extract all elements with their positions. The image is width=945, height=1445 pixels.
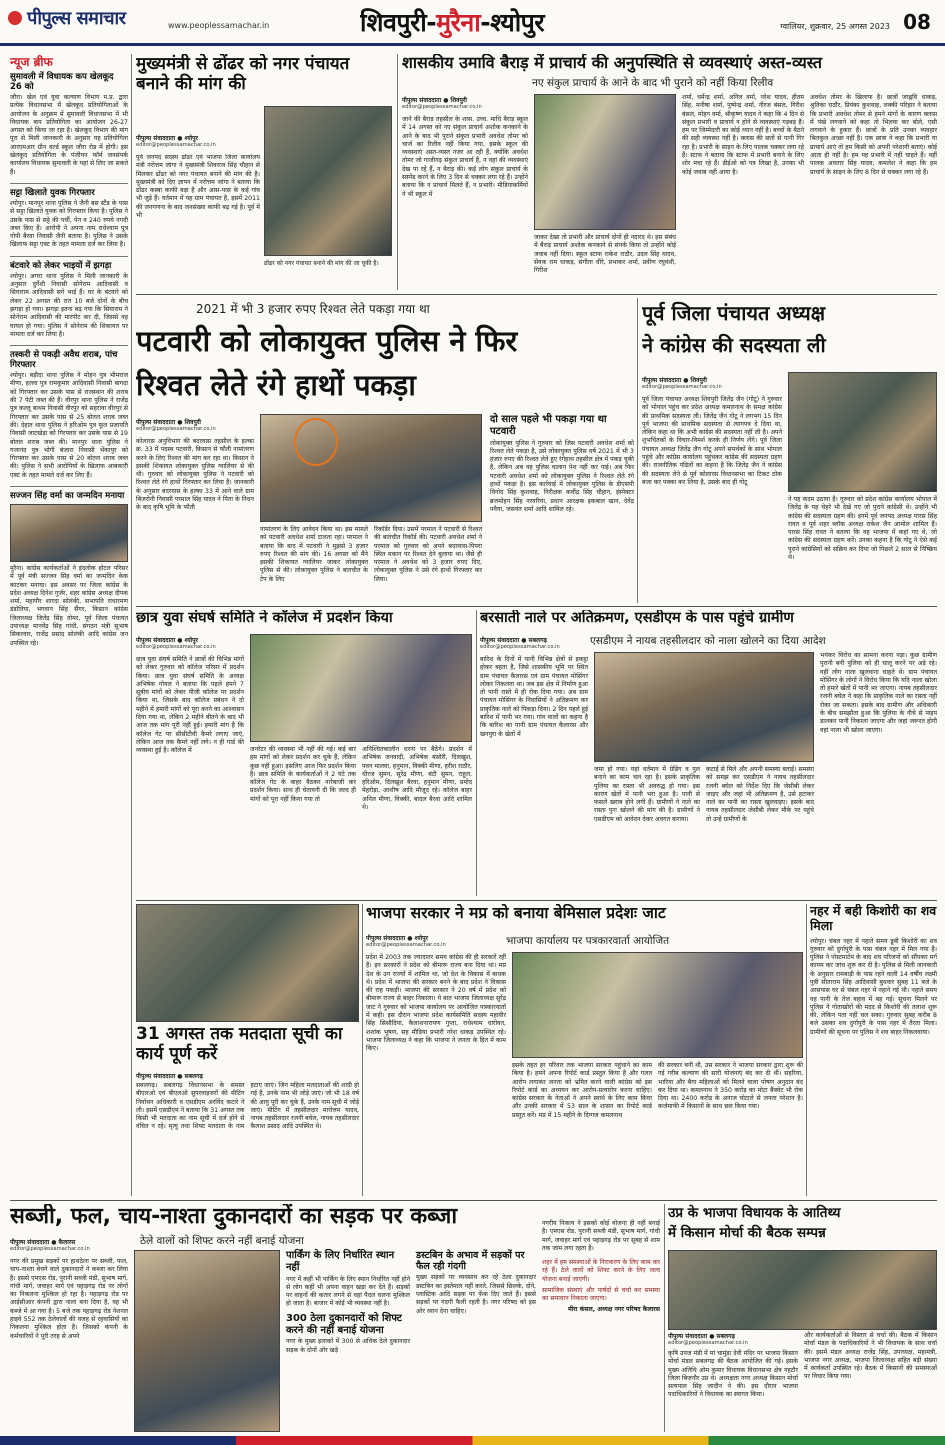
quote-box xyxy=(542,1259,660,1314)
byline-email: editor@peoplessamachar.co.in xyxy=(136,644,216,650)
byline-email: editor@peoplessamachar.co.in xyxy=(642,384,722,390)
byline xyxy=(136,418,254,432)
story-bairad xyxy=(402,54,937,290)
story-side-box xyxy=(490,414,634,602)
brief-item xyxy=(10,256,128,339)
story-body-col3: कटाई से मिले और अपनी समस्या बताई। समस्या को समझ कर एसडीएम ने नायब तहसीलदार रजनी बघेल को निर्देश दिए कि जेसीबी लेकर जाइए और जहां भी अतिक्रमण है, उसे हटाकर नाले का पानी का रास्ता खुलवाइए। इसके बाद नायब तहसीलदार जेसीबी लेकर मौके पर पहुंचे तो उन्हें ग्रामीणों के xyxy=(706,766,814,823)
story-body: पूर्व जनपद सदस्य ढोंढर एवं भाजपा जिला कार्यालय मंत्री नरोत्तम जांगा ने मुख्यमंत्री शिवराज सिंह चौहान से मिलकर ढोंढर को नगर पंचायत बनाने की मांग की है। मुख्यमंत्री को दिए ज्ञापन में नरोत्तम जांगा ने बताया कि ढोंढर कस्बा काफी बड़ा है और आस-पास के कई गांव भी जुड़े हैं। वर्तमान में यह ग्राम पंचायत है, इसमें 2011 की जनगणना के बाद जनसंख्या काफी बढ़ गई है। पूर्व में भी xyxy=(136,154,260,220)
story-headline: बरसाती नाले पर अतिक्रमण, एसडीएम के पास पहुंचे ग्रामीण xyxy=(480,610,794,626)
story-headline: छात्र युवा संघर्ष समिति ने कॉलेज में प्रदर्शन किया xyxy=(136,610,393,626)
info-box-head: डस्टबिन के अभाव में सड़कों पर फैल रही गंदगी xyxy=(416,1250,525,1273)
brief-headline: सज्जन सिंह वर्मा का जन्मदिन मनाया xyxy=(10,490,125,501)
byline-text: पीपुल्स संवाददाता ● शिवपुरी xyxy=(136,419,201,426)
story-photo xyxy=(264,106,392,256)
brief-headline: सट्टा खिलाते युवक गिरफ्तार xyxy=(10,187,95,198)
story-body-col1: प्रदेश में 2003 तक ज्यादातर समय कांग्रेस की ही सरकारें रहीं हैं। इन सरकारों ने प्रदेश को बीमारू राज्य बना दिया था। मप्र देश के उन राज्यों में शामिल था, जो देश के विकास में बाधक थे। प्रदेश में भाजपा की सरकार बनने के बाद प्रदेश ने विकास की राह पकड़ी। भाजपा की सरकार ने 20 वर्ष में प्रदेश को बीमारू राज्य से बाहर निकाला। ये बात भाजपा जिलाध्यक्ष सुरेंद्र जाट ने गुरुवार को भाजपा कार्यालय पर आयोजित पत्रकारवार्ता में कही। इस दौरान भाजपा प्रदेश कार्यसमिति सदस्य महावीर सिंह सिसौदिया, कैलाशनारायण गुप्ता, राधेश्याम धारोवत, शशांक भूषण, सह मीडिया प्रभारी नरेश धाकड़ उपस्थित रहे। भाजपा जिलाध्यक्ष ने कहा कि भाजपा ने जनता के हित में काम किए। xyxy=(366,954,506,1053)
story-headline: सब्जी, फल, चाय-नाश्ता दुकानदारों का सड़क पर कब्जा xyxy=(10,1204,458,1229)
brief-headline: सुमावली में विधायक कप खेलकूद 26 को xyxy=(10,72,114,92)
story-body-col2: नामांतरण के लिए आवेदन किया था। इस मामले को पटवारी अवधेश शर्मा टालता रहा। परमाल ने बताया कि बाद में पटवारी ने मुझसे 3 हजार रुपए रिश्वत की मांग की। 16 अगस्त को मैंने इसकी शिकायत ग्वालियर जाकर लोकायुक्त पुलिस से की। लोकायुक्त पुलिस ने बातचीत के टेप के लिए xyxy=(260,526,368,583)
story-body-col1: बारिश के दिनों में पानी विभिन्न क्षेत्रों से इकट्ठा होकर बहता है, जिसे शासकीय भूमि पर स्थित ग्राम पंचायत कैलारस एवं ग्राम पंचायत मोसिंगर लोकर निकलता था। जब इस क्षेत्र में निर्माण हुआ तो पानी रास्ते में ही रोक दिया गया। अब ग्राम पंचायत मोसिंगर के निवासियों ने अतिक्रमण कर प्राकृतिक नाले को पिकड़ा दिया। 2 दिन पहले हुई बारिश में पानी भर गया। गांव वालों का कहना है कि बारिश का पानी ग्राम पंचायत कैलारस और खनपुरा के खेतों में xyxy=(480,656,588,738)
byline-email: editor@peoplessamachar.co.in xyxy=(10,1246,90,1252)
story-college xyxy=(136,610,472,896)
section-divider xyxy=(10,1200,937,1201)
story-body-col3: रिकॉर्डर दिया। उसमें परमाल ने पटवारी से रिश्वत की बातचीत रिकॉर्ड की। पटवारी अवधेश शर्मा ने परमाल को गुरुवार को अपने बदरवास-पिपरा स्थित मकान पर रिश्वत देने बुलाया था। जैसे ही परमाल ने अवधेश को 3 हजार रुपए दिए, लोकायुक्त पुलिस ने उसे रंगे हाथों गिरफ्तार कर लिया। xyxy=(374,526,482,583)
byline xyxy=(668,1332,798,1346)
info-box-body: नगर में कहीं भी पार्किंग के लिए स्थान निर्धारित नहीं होने से लोग कहीं भी अपना वाहन खड़ा कर देते हैं। सड़कों पर वाहनों की कतार लगने से वहां पैदल चलना मुश्किल हो जाता है। बाजार में कोई भी व्यवस्था नहीं है। xyxy=(286,1275,410,1308)
story-body-col2: जमा हो गया। यहां वर्तमान में ग्रेडिंग व पुल बनाने का काम चल रहा है। इसके प्राकृतिक पुलिया का रास्ता भी अवरुद्ध हो गया। इस कारण खेतों में पानी भरा हुआ है। पानी से फसलें खराब होने लगी हैं। ग्रामीणों ने नाले का रास्ता पुनः खोलने की मांग की है। ग्रामीणों ने एसडीएम को आवेदन देकर अवगत कराया। xyxy=(594,766,700,823)
byline xyxy=(136,134,260,148)
info-box-head: 300 ठेला दुकानदारों को शिफ्ट करने की नहीं बनाई योजना xyxy=(286,1312,402,1336)
byline xyxy=(642,376,782,390)
story-body-col2: इसके तहत हर परिवार तक भाजपा सरकार पहुंचाने का काम किया है। हमने अपना रिपोर्ट कार्ड प्रस्तुत किया है और गलत आरोप लगाकर जनता को भ्रमित करने वाली कांग्रेस को इस रिपोर्ट कार्ड का अध्ययन कर आरोप-प्रत्यारोप करना चाहिए। कांग्रेस सरकार के नेताओं ने अपने स्वार्थ के लिए काम किया और उनकी सरकार में 53 साल के शासन का रिपोर्ट कार्ड प्रस्तुत करें। मप्र में 15 महीने के दिग्गज कमलनाथ xyxy=(512,1062,652,1119)
section-title-c: -श्योपुर xyxy=(480,8,545,37)
story-photo xyxy=(668,1250,937,1330)
masthead xyxy=(0,0,945,46)
story-side xyxy=(542,1220,660,1432)
photo-caption: ढोंढर को नगर पंचायत बनाने की मांग की जा चुकी है। xyxy=(264,260,379,267)
story-photo xyxy=(134,1250,280,1432)
story-photo xyxy=(260,414,482,522)
story-headline: भाजपा सरकार ने मप्र को बनाया बेमिसाल प्रदेशः जाट xyxy=(366,904,666,922)
story-subhead: एसडीएम ने नायब तहसीलदार को नाला खोलने का दिया आदेश xyxy=(590,635,826,647)
byline xyxy=(136,636,246,650)
story-sadak xyxy=(10,1204,660,1432)
story-body-col2: ने यह कदम उठाया है। गुरुवार को प्रदेश कांग्रेस कार्यालय भोपाल में जितेंद्र के यह चेहरे भी देखे गए जो पुराने कांग्रेसी थे। उन्होंने भी कांग्रेस की सदस्यता ग्रहण की। इनमें पूर्व जनपद अध्यक्ष पारस सिंह रावत व पूर्व शहर ब्लॉक अध्यक्ष राकेश जैन आमोल शामिल हैं। पारस सिंह रावत ने बताया कि वह भाजपा में कहां गए थे, जो कांग्रेस की सदस्यता ग्रहण करें। उनका कहना है कि गोटू ने ऐसे कई पुराने कांग्रेसियों को सक्रिय कर दिया जो पिछले 2 साल से निष्क्रिय थे। xyxy=(788,496,937,562)
story-body-col1: जाने की बैराड़ तहसील के शास. उच्च. माधि बैराड़ स्कूल में 14 अगस्त को नए संकुल प्राचार्य अशोक कनकाने के आने के बाद भी पुराने संकुल प्रभारी अवधेश तोमर को चार्ज का रिलीव नहीं किया गया, इसके स्कूल की व्यवस्थाएं अस्त-व्यस्त नजर आ रही हैं, क्योंकि अवधेश तोमर जो गाजीगढ़ संकुल प्राचार्य हैं, न वहां की व्यवस्थाएं देख पा रहे हैं, न बैराड़ की। कई लोग संकुल प्राचार्य के सस्पेंड करने के लिए 3 दिन से चक्कर लगा रहे हैं। उन्होंने बताया कि न प्राचार्य मिलते हैं, न प्रभारी। मीडियाकर्मियों ने भी स्कूल में xyxy=(402,116,528,198)
story-photo xyxy=(534,94,676,230)
story-body-col2: जाकर देखा तो प्रभारी और प्राचार्य दोनों ही नदारद थे। इस संबंध में बैराड़ प्राचार्य अशोक कनकाने से संपर्क किया तो उन्होंने कोई जवाब नहीं दिया। स्कूल स्टाफ राकेश राठौर, उदल सिंह यादव, सेवक राम धाकड़, संगीता धीरे, प्रभाकर शर्मा, प्रवीण रघुवंशी, गिरीश xyxy=(534,234,676,275)
story-bjp xyxy=(366,904,803,1196)
story-body-col1: कृषि उपज मंडी में मां चामुंडा देवी मंदिर पर भाजपा किसान मोर्चा मंडल सबलगढ़ की बैठक आयोजित की गई। इसके मुख्य अतिथि ओम कुमार विधायक विधानसभा क्षेत्र नहटौर जिला बिजनौर उप्र थे। अध्यक्षता नगर अध्यक्ष किसान मोर्चा सत्यपाल सिंह जादौन ने की। इस दौरान भाजपा पदाधिकारियों ने विधायक का स्वागत किया। xyxy=(668,1350,798,1399)
section-title-a: शिवपुरी- xyxy=(360,8,437,37)
brief-headline: तस्करी से पकड़ी अवैध शराब, पांच गिरफ्तार xyxy=(10,350,118,371)
byline-email: editor@peoplessamachar.co.in xyxy=(136,142,216,148)
brief-item xyxy=(10,345,128,480)
section-divider xyxy=(136,606,937,607)
column-divider xyxy=(664,1204,665,1432)
brief-body: श्योपुर। अगरा थाना पुलिस ने मिली जानकारी के अनुसार दुर्गेशी निवासी सोनेराम आदिवासी व सियाराम आदिवासी सगे भाई हैं। घर के बंटवारे को लेकर 22 अगस्त की रात 10 बजे दोनों के बीच झगड़ा हो गया। झगड़ा इतना बढ़ गया कि सियाराम ने सोनेराम आदिवासी की मारपीट कर दी, जिससे वह घायल हो गया। पुलिस ने सोनेराम की शिकायत पर मामला दर्ज कर लिया है। xyxy=(10,272,128,338)
quote-text: शहर में हम समस्याओं के निराकरण के लिए काम कर रहे हैं। ठेले वालों को शिफ्ट करने के लिए जल्द योजना बनाई जाएगी। xyxy=(542,1259,660,1283)
brief-body: जौरा। खेल एवं युवा कल्याण विभाग म.प्र. द्वारा प्रत्येक विधानसभा में खेलकूद प्रतियोगिताओं के आयोजन के अनुक्रम में सुमावली विधानसभा में भी विधायक कप प्रतियोगिता का आयोजन 26-27 अगस्त को किया जा रहा है। खेलकूद विभाग की मांग पूरा से मिली जानकारी के अनुसार यह प्रतियोगिता आरएमआर ग्रीन वर्ल्ड स्कूल जौरा रोड में होगी। इस खेलकूद प्रतियोगिता के पंजीयन फॉर्म जनसंपर्क कार्यालय विधायक सुमावली के यहां से लिए जा सकते हैं। xyxy=(10,94,128,176)
byline-text: पीपुल्स संवाददाता ● सबलगढ़ xyxy=(136,1073,203,1080)
story-body-col1: छात्र युवा संघर्ष समिति ने छात्रों की विभिन्न मांगों को लेकर गुरुवार को कॉलेज परिसर में प्रदर्शन किया। छात्र युवा संघर्ष समिति के अध्यक्ष अभिषेक गोयल ने बताया कि पहले हमने 7 सूत्रीय मांगों को लेकर पीजी कॉलेज पर प्रदर्शन किया था, जिसके बाद कॉलेज प्रबंधन ने दो महीने में हमारी मांगों को पूरा करने का आश्वासन दिया गया था, लेकिन 2 महीने बीतने के बाद भी आज तक मांग पूरी नहीं हुई। हमारी मांग है कि कॉलेज गेट पर सीसीटीवी कैमरे लगाए जाएं, लेकिन आज तक कैमरे नहीं लगे। न ही गार्ड की व्यवस्था हुई है। कॉलेज में xyxy=(136,656,244,755)
byline-text: पीपुल्स संवाददाता ● श्योपुर xyxy=(136,135,198,142)
brief-item xyxy=(10,486,128,648)
website: www.peoplessamachar.in xyxy=(168,21,270,30)
info-box xyxy=(416,1250,536,1432)
byline xyxy=(480,636,592,650)
logo xyxy=(8,6,168,36)
logo-text: पीपुल्स समाचार xyxy=(27,8,126,29)
column-divider xyxy=(362,904,363,1196)
story-body-col1: नगर की प्रमुख सड़कों पर हाथठेला पर सब्जी, फल, चाय-नाश्ता बेचने वाले दुकानदारों ने कब्जा कर लिया है। इससे एमएस रोड, पुरानी सब्जी मंडी, सुभाष मार्ग, गांधी मार्ग, जवाहर मार्ग एवं पहाड़गढ़ रोड पर लोगों का निकलना मुश्किल हो रहा है। पहाड़गढ़ रोड पर आईसीआर कंपनी द्वारा नाला बना दिया है, वह भी कब्जे में आ गया है। 5 बजे तक पहाड़गढ़ रोड नेशनल हाइवे 552 तक ठेलेवालों की वजह से रहवासियों का निकलना मुश्किल होता है। जिसको कंपनी के कर्मचारियों ने पूरी तरह से अपने xyxy=(10,1258,128,1340)
brief-body: मुरैना। कांग्रेस कार्यकर्ताओं ने इंदलोक होटल परिसर में पूर्व मंत्री सज्जन सिंह वर्मा का जन्मदिन केक काटकर मनाया। इस अवसर पर जिला कांग्रेस के प्रदेश अध्यक्ष दिनेश गुर्जर, शहर कांग्रेस अध्यक्ष दीपक शर्मा, महापौर शारदा सोलंकी, सभापति राधारमण डंडोतिया, भगवान सिंह सैंगर, किसान कांग्रेस जिलाध्यक्ष जितेंद्र सिंह तोमर, पूर्व जिला पंचायत उपाध्यक्ष मानवेंद्र सिंह गांधी, संगठन मंत्री सुभाष सिकरवार, राजेंद्र प्रसाद सोलंकी आदि कांग्रेस जन उपस्थित रहे। xyxy=(10,564,128,647)
story-nahar xyxy=(810,904,937,1196)
story-body-col4: नगरीय निकाय ने इसको कोई योजना ही नहीं बनाई है। एमएस रोड, पुरानी सब्जी मंडी, सुभाष मार्ग, गांधी मार्ग, जवाहर मार्ग एवं पहाड़गढ़ रोड पर सुबह से शाम तक जाम लगा रहता है। xyxy=(542,1220,660,1252)
story-headline-line2: ने कांग्रेस की सदस्यता ली xyxy=(642,333,826,357)
story-headline-line1: पूर्व जिला पंचायत अध्यक्ष xyxy=(642,301,826,325)
story-body-col2: जनरेटर की व्यवस्था भी नहीं की गई। कई बार हम मांगों को लेकर प्रदर्शन कर चुके हैं, लेकिन कुछ नहीं हुआ। इसलिए आज फिर प्रदर्शन किया है। छात्र समिति के कार्यकर्ताओं ने 2 घंटे तक कॉलेज गेट के बाहर बैठकर नारेबाजी कर प्रदर्शन किया। साथ ही चेतावनी दी कि जल्द ही मांगों को पूरा नहीं किया गया तो xyxy=(250,746,356,803)
column-divider xyxy=(637,298,638,603)
brief-headline: बंटवारे को लेकर भाइयों में झगड़ा xyxy=(10,260,112,271)
story-body-col3: की सरकार बनी थी, उस सरकार ने भाजपा सरकार द्वारा शुरू की गई गरीब कल्याण की सारी योजनाएं बंद कर दी थीं। सहरिया, भारिया और बैगा महिलाओं को मिलने वाला पोषण अनुदान बंद कर दिया था। कमलनाथ ने 350 करोड़ का मोटा बैंक्वेट भी रोक दिया था। 2400 करोड़ के अनाज घोटाले से जनता परेशान है। कर्जमाफी में किसानों के साथ छल किया गया। xyxy=(658,1062,803,1111)
column-divider xyxy=(476,610,477,896)
section-title-b: मुरैना xyxy=(436,8,481,37)
story-headline-line1: पटवारी को लोकायुक्त पुलिस ने फिर xyxy=(136,324,518,358)
side-box-head: दो साल पहले भी पकड़ा गया था पटवारी xyxy=(490,414,607,437)
brief-body: श्योपुर। मानपुर थाना पुलिस ने जैनी बस स्टैंड के पास से सट्टा खिलाते युवक को गिरफ्तार किया है। पुलिस ने उसके पास से सट्टे की पर्ची, पेन व 240 रुपये नगदी जब्त किए हैं। आरोपी ने अपना नाम राधेश्याम पुत्र गोपी बैरवा निवासी जैनी बताया है। पुलिस ने उसके खिलाफ सट्टा एक्ट के तहत मामला दर्ज कर लिया है। xyxy=(10,199,128,249)
story-photo xyxy=(788,372,937,492)
page-number: 08 xyxy=(903,10,931,34)
story-body-col1: कोलारस अनुविभाग की बदरवास तहसील के हल्का क्र. 33 में पदस्थ पटवारी, किसान से फौती नामांतरण करने के लिए रिश्वत की मांग कर रहा था। किसान ने इसकी शिकायत लोकायुक्त पुलिस ग्वालियर से की थी। गुरुवार को लोकायुक्त पुलिस ने पटवारी को रिश्वत लेते रंगे हाथों गिरफ्तार कर लिया है। जानकारी के अनुसार बदरवास के हल्का 33 में आने वाले ग्राम बिजरोनी निवासी परमाल सिंह यादव ने पिता के निधन के बाद कृषि भूमि के फौती xyxy=(136,438,254,512)
story-subhead: ठेले वालों को शिफ्ट करने नहीं बनाई योजना xyxy=(140,1235,304,1247)
column-divider xyxy=(397,54,398,290)
byline-text: पीपुल्स संवाददाता ● सबलगढ़ xyxy=(668,1333,735,1340)
story-body: सबलगढ़। सबलगढ़ विधानसभा के समस्त बीएलओ एवं बीएलओ सुपरवाइजरों की मीटिंग निर्वाचन अधिकारी व एसडीएम अरविंद कटारे ने ली। इसमें एसडीएम ने बताया कि 31 अगस्त तक किसी भी मतदाता का नाम सूची में दर्ज होने से वंचित न रहे। मृत्यु तथा शिफ्ट मतदाता के नाम हटाए जाएं। जिन महिला मतदाताओं की शादी हो गई है, उनके नाम भी जोड़े जाएं। जो भी 18 वर्ष की आयु पूरी कर चुके हैं, उनके नाम सूची में जोड़े जाएं। मीटिंग में तहसीलदार मारोत्तम यादव, नायब तहसीलदार रजनी बघेल, नायब तहसीलदार कैलाश प्रसाद आदि उपस्थित थे। xyxy=(136,1082,359,1131)
brief-item xyxy=(10,183,128,250)
story-kicker: 2021 में भी 3 हजार रुपए रिश्वत लेते पकड़ा गया था xyxy=(196,302,430,316)
story-body-col2: और कार्यकर्ताओं से विस्तार से चर्चा की। बैठक में किसान मोर्चा मंडल के पदाधिकारियों ने भी विधायक के साथ चर्चा की। इसमें मंडल अध्यक्ष राजेंद्र सिंह, उपाध्यक्ष, महामंत्री, भाजपा नगर अध्यक्ष, भाजपा जिलाध्यक्ष सहित बड़ी संख्या में कार्यकर्ता उपस्थित रहे। बैठक में किसानों की समस्याओं पर विचार किया गया। xyxy=(804,1332,937,1381)
section-divider xyxy=(136,900,937,901)
byline-text: पीपुल्स संवाददाता ● श्योपुर xyxy=(366,935,428,942)
story-kisan xyxy=(668,1204,937,1432)
story-headline: शासकीय उमावि बैराड़ में प्राचार्य की अनुपस्थिति से व्यवस्थाएं अस्त-व्यस्त xyxy=(402,54,823,72)
brief-body: श्योपुर। बड़ौदा थाना पुलिस ने मोहन पुत्र भीमराज मीणा, हल्ला पुत्र रामकुमार आदिवासी निवासी बागदा को गिरफ्तार कर उसके पास से राजस्थान की शराब की 7 पेटी जब्त की हैं। वीरपुर थाना पुलिस ने राजेंद्र पुत्र कल्लू बाथम निवासी वीरपुर को सहरावा वीरपुर से गिरफ्तार कर उसके पास से 25 बोतल शराब जब्त की। देहात थाना पुलिस ने हरिओम पुत्र फूल प्रजापति निवासी जाटखेड़ा को गिरफ्तार कर उसके पास से 19 बोतल शराब जब्त की। मानपुर थाना पुलिस ने गजानंद पुत्र भोगी बंजारा निवासी भेंकापुर को गिरफ्तार कर उसके पास से 20 बोतल शराब जब्त की। पुलिस ने सभी आरोपियों के खिलाफ आबकारी एक्ट के तहत मामले दर्ज कर लिए हैं। xyxy=(10,372,128,479)
story-body-col4: भयंकर विरोध का सामना करना पड़ा। कुछ ग्रामीण पुरानी बनी पुलिया को ही चालू करने पर अड़े रहे। वहीं लोग नाला खुलवाना चाहते थे। ग्राम पंचायत मोसिंगर के लोगों ने विरोध किया कि यदि नाला खोला तो हमारे खेतों में पानी भर जाएगा। नायब तहसीलदार रजनी बघेल ने कहा कि प्राकृतिक नाले का रास्ता नहीं रोका जा सकता। इसके बाद ग्रामीण और अधिकारी के बीच समझौता हुआ कि पुलिया के नीचे से पाइप डालकर पानी निकाला जाएगा और जहां जरूरत होगी वहां नाला भी खोला जाएगा। xyxy=(820,652,937,734)
info-box-body: मुख्य सड़कों पर व्यवसाय कर रहे ठेला दुकानदार डस्टबिन का इस्तेमाल नहीं करते, जिससे छिलके, दोने, प्लास्टिक आदि सड़क पर फेंक दिए जाते हैं। इससे सड़कों पर गंदगी फैली रहती है। नगर परिषद को इस ओर ध्यान देना चाहिए। xyxy=(416,1274,536,1315)
quote-signature: मीरा कंसल, अध्यक्ष नगर परिषद कैलारस xyxy=(568,1305,660,1313)
story-photo xyxy=(136,904,359,1022)
story-nala xyxy=(480,610,937,896)
story-body-col4: अवधेश तोमर के खिलाफ है। छात्रों जाह्नवि धाकड़, श्रुतिका राठौर, प्रियंका कुशवाह, लक्की परिहार ने बताया कि प्रभारी अवधेश तोमर से हमने मांगों के कारण क्लास में पंखे लगवाने को कहा तो भिलवा कर बोले, एसी लगवाने के हुकार हैं। छात्रों के प्रति उनका व्यवहार बिलकुल अच्छा नहीं है। एक छात्रा ने कहा कि प्रभारी या प्राचार्य आएं तो हम किसी को अपनी परेशानी बताएं। कोई आता ही नहीं है। हम यह प्रभारी में नहीं चाहते हैं। वहीं पालक अवतार सिंह यादव, कमलेश ने कहा कि हम प्राचार्य के साइन के लिए 8 दिन से चक्कर लगा रहे हैं। xyxy=(810,94,937,176)
story-headline-line2: में किसान मोर्चा की बैठक सम्पन्न xyxy=(668,1225,826,1241)
story-body-col3: शर्मा, धर्मेन्द्र शर्मा, अनिल वर्मा, नरेश यादव, हीतम सिंह, मनीषा शर्मा, पुष्पेन्द्र शर्मा, नीरज बंसल, गिरीश बंसल, मोहन वर्मा, श्रीकृष्ण यादव ने कहा कि 4 दिन से संकुल प्रभारी व प्राचार्य न होने से व्यवस्थाएं गड़बड़ हैं। हम पर जिम्मेदारी का कोई ध्यान नहीं है। बच्चों के बैठने की सही व्यवस्था नहीं है। क्लास की छतों से पानी गिर रहा है। प्रभारी के साइन के लिए पालक चक्कर लगा रहे हैं। स्टाफ ने बताया कि स्टाफ में प्रभारी बनाने के लिए शोर मचा रहे हैं। डीईओ को पत्र लिखा है, उनका भी कोई जवाब नहीं आया है। xyxy=(682,94,804,176)
story-photo xyxy=(512,952,803,1058)
byline xyxy=(366,934,506,948)
story-dhondhar xyxy=(136,54,394,290)
footer-color-bar xyxy=(0,1436,945,1445)
byline-text: पीपुल्स संवाददाता ● सबलगढ़ xyxy=(480,637,547,644)
quote-text: सामाजिक संस्थाएं और पार्षदों से चर्चा कर समस्या का समाधान निकाला जाएगा। xyxy=(542,1287,660,1303)
dateline: ग्वालियर, शुक्रवार, 25 अगस्त 2023 xyxy=(780,22,890,31)
byline xyxy=(402,96,530,110)
byline-email: editor@peoplessamachar.co.in xyxy=(136,426,216,432)
byline-email: editor@peoplessamachar.co.in xyxy=(402,104,482,110)
story-body-col1: पूर्व जिला पंचायत अध्यक्ष शिवपुरी जितेंद्र जैन (गोटू) ने गुरुवार को भोपाल पहुंच कर प्रदेश अध्यक्ष कमलनाथ के समक्ष कांग्रेस की प्राथमिक सदस्यता ली। जितेंद्र जैन गोटू ने लगभग 15 दिन पूर्व भाजपा की प्राथमिक सदस्यता से त्यागपत्र दे दिया था, लेकिन कहा था कि अभी कांग्रेस की सदस्यता नहीं ली है। अपने शुभचिंतकों के विचार-विमर्श करके ही निर्णय लेंगे। पूर्व जिला पंचायत अध्यक्ष जितेंद्र जैन गोटू अपने समर्थकों के साथ भोपाल पहुंचे और कांग्रेस कार्यालय पहुंचकर कांग्रेस की सदस्यता ग्रहण की। राजनीतिक पंडितों का कहना है कि जितेंद्र जैन ने कांग्रेस की सदस्यता लेने से पूर्व कोलारस विधानसभा का टिकट ठोक बजा कर पक्का कर लिया है, उसके बाद ही गोटू xyxy=(642,396,782,486)
news-brief-title: न्यूज ब्रीफ xyxy=(10,55,53,69)
story-jitendra xyxy=(642,298,937,603)
column-divider xyxy=(131,54,132,1196)
brief-photo xyxy=(10,504,128,562)
story-headline-line2: रिश्वत लेते रंगे हाथों पकड़ा xyxy=(136,368,416,402)
story-voterlist xyxy=(136,904,359,1198)
story-body: श्योपुर। चंबल नहर में नहाते समय डूबी किशोरी का शव गुरुवार को दुर्गापुरी के पास चंबल नहर में मिल गया है। पुलिस ने पोस्टमार्टम के बाद शव परिजनों को सौंपकर मर्ग कायम कर जांच शुरू कर दी है। पुलिस से मिली जानकारी के अनुसार रामबाड़ी के पास रहने वाली 14 वर्षीय लक्ष्मी पुत्री सीताराम सिंह आदिवासी बुधवार सुबह 11 बजे के आसपास घर से चंबल नहर में नहाने गई थी। नहाते समय वह पानी के तेज बहाव में बह गई। सूचना मिलने पर पुलिस ने गोताखोरों की मदद से किशोरी की तलाश शुरू की, लेकिन पता नहीं चल सका। गुरुवार सुबह करीब 8 बजे उसका शव दुर्गापुरी के पास नहर में तैरता मिला। ग्रामीणों की सूचना पर पुलिस ने शव बाहर निकलवाया। xyxy=(810,937,937,1036)
column-divider xyxy=(806,904,807,1196)
story-headline: नहर में बही किशोरी का शव मिला xyxy=(810,904,937,933)
news-brief xyxy=(10,54,128,1196)
byline-text: पीपुल्स संवाददाता ● कैलारस xyxy=(10,1239,76,1246)
story-patwari xyxy=(136,298,634,603)
story-photo xyxy=(250,634,472,742)
logo-mark-icon xyxy=(8,11,22,25)
story-headline-line1: उप्र के भाजपा विधायक के आतिथ्य xyxy=(668,1205,841,1221)
info-box-body: नगर के मुख्य इलाकों में 300 से अधिक ठेले दुकानदार सड़क के दोनों ओर खड़े xyxy=(286,1338,410,1354)
info-box-head: पार्किंग के लिए निर्धारित स्थान नहीं xyxy=(286,1250,395,1273)
byline-text: पीपुल्स संवाददाता ● शिवपुरी xyxy=(402,97,467,104)
story-photo xyxy=(594,652,814,762)
story-subhead: भाजपा कार्यालय पर पत्रकारवार्ता आयोजित xyxy=(506,935,670,947)
byline-email: editor@peoplessamachar.co.in xyxy=(480,644,560,650)
info-box xyxy=(286,1250,410,1432)
story-body-col3: अनिश्चितकालीन धरना पर बैठेंगे। प्रदर्शन में अभिषेक जनवादी, अभिषेक बंसोरी, दिलखुश, पवन मालवा, हनुमान, विक्की मीणा, हरीश राठौर, धीरज सुमन, सुरेंद्र मीणा, बंटी सुमन, राहुल, हरिओम, दिलखुश बैरवा, हनुमान मीणा, प्रमोद मेहरोड़ा, आशीष आदि मौजूद रहे। कॉलेज बाहर अनिल मीणा, विक्की, बादल बैरवा आदि शामिल थे। xyxy=(362,746,472,812)
section-title xyxy=(360,5,660,39)
byline-text: पीपुल्स संवाददाता ● श्योपुर xyxy=(136,637,198,644)
highlight-circle xyxy=(294,418,338,466)
brief-item xyxy=(10,72,128,177)
byline-text: पीपुल्स संवाददाता ● शिवपुरी xyxy=(642,377,707,384)
section-divider xyxy=(136,294,937,295)
story-headline: 31 अगस्त तक मतदाता सूची का कार्य पूर्ण करें xyxy=(136,1024,343,1065)
byline-email: editor@peoplessamachar.co.in xyxy=(668,1340,748,1346)
story-headline: मुख्यमंत्री से ढोंढर को नगर पंचायत बनाने की मांग की xyxy=(136,54,350,95)
side-box-body: लोकायुक्त पुलिस ने गुरुवार को जिस पटवारी अवधेश शर्मा को रिश्वत लेते पकड़ा है, उसे लोकायुक्त पुलिस वर्ष 2021 में भी 3 हजार रुपए की रिश्वत लेते हुए रंगेहाथ तहसील क्षेत्र में पकड़ चुकी है, लेकिन अब वह पुलिस वालान पेश नहीं कर पाई। अब फिर पटवारी अवधेश शर्मा को लोकायुक्त पुलिस ने रिश्वत लेते रंगे हाथों पकड़ा है। इस कार्रवाई में लोकायुक्त पुलिस के डीएसपी विनोद सिंह कुशवाह, निरीक्षक कवींद्र सिंह चौहान, इंस्पेक्टर ब्रजमोहन सिंह नरवरिया, प्रधान आरक्षक इकबाल खान, देवेंद्र पवैया, जसवंत शर्मा आदि शामिल रहे। xyxy=(490,439,634,513)
story-subhead: नए संकुल प्राचार्य के आने के बाद भी पुराने को नहीं किया रिलीव xyxy=(532,77,774,89)
byline xyxy=(10,1238,128,1252)
byline-email: editor@peoplessamachar.co.in xyxy=(366,942,446,948)
